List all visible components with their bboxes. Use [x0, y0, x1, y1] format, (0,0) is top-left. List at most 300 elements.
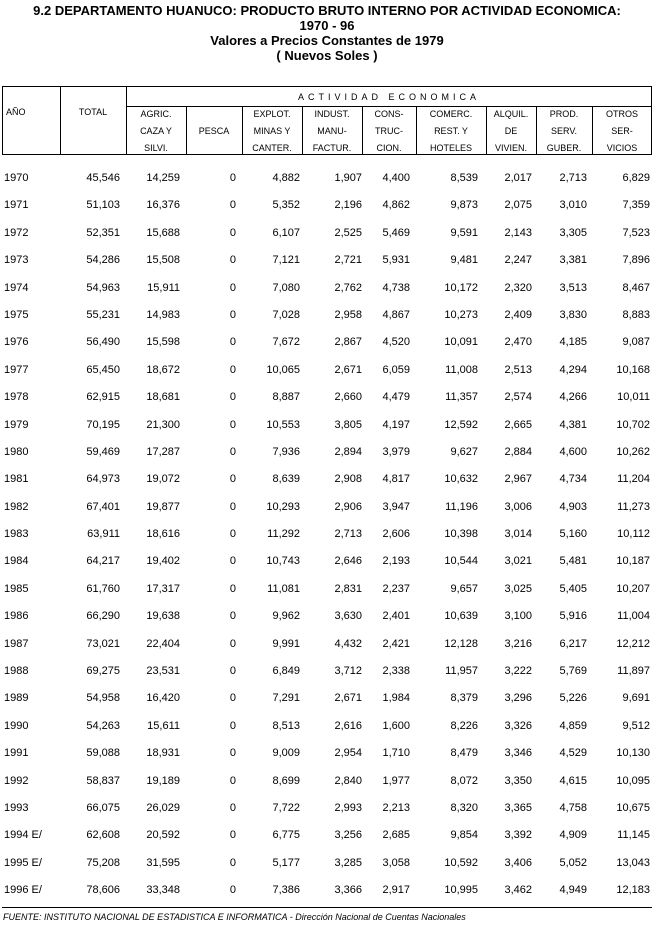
cell-pesca: 0 [229, 856, 236, 869]
cell-prod-serv: 4,529 [559, 747, 587, 760]
cell-indust: 2,660 [334, 391, 362, 404]
cell-explot: 7,028 [272, 308, 300, 321]
cell-alquil: 2,075 [504, 199, 532, 212]
table-row [2, 336, 652, 363]
cell-year: 1990 [4, 719, 29, 732]
cell-explot: 8,639 [272, 473, 300, 486]
cell-year: 1988 [4, 665, 29, 678]
cell-agric: 18,616 [146, 528, 180, 541]
cell-indust: 2,671 [334, 692, 362, 705]
cell-explot: 11,292 [267, 528, 300, 541]
cell-alquil: 3,326 [504, 719, 532, 732]
cell-alquil: 3,100 [504, 610, 532, 623]
cell-year: 1983 [4, 528, 29, 541]
cell-comerc: 8,379 [450, 692, 478, 705]
cell-pesca: 0 [229, 445, 236, 458]
cell-alquil: 2,247 [504, 254, 532, 267]
cell-comerc: 8,539 [450, 172, 478, 184]
cell-indust: 2,525 [334, 226, 362, 239]
cell-alquil: 3,006 [504, 500, 532, 513]
cell-agric: 14,259 [146, 172, 180, 184]
cell-comerc: 8,226 [450, 719, 478, 732]
cell-construccion: 4,479 [382, 391, 410, 404]
cell-total: 64,217 [86, 555, 120, 568]
cell-prod-serv: 3,830 [559, 308, 587, 321]
cell-agric: 23,531 [146, 665, 180, 678]
cell-indust: 2,993 [334, 801, 362, 814]
cell-year: 1975 [4, 308, 29, 321]
cell-comerc: 10,172 [444, 281, 478, 294]
cell-explot: 8,513 [272, 719, 300, 732]
cell-alquil: 2,320 [504, 281, 532, 294]
cell-agric: 31,595 [146, 856, 180, 869]
cell-agric: 18,931 [146, 747, 180, 760]
cell-otros-servicios: 10,011 [617, 391, 650, 404]
header-divider [2, 86, 3, 154]
cell-alquil: 3,216 [504, 637, 532, 650]
header-line: SERV. [550, 126, 578, 136]
cell-pesca: 0 [229, 582, 236, 595]
cell-otros-servicios: 8,467 [622, 281, 650, 294]
cell-alquil: 2,967 [504, 473, 532, 486]
cell-prod-serv: 5,769 [559, 665, 587, 678]
cell-indust: 3,805 [334, 418, 362, 431]
cell-alquil: 3,025 [504, 582, 532, 595]
cell-alquil: 3,462 [504, 884, 532, 897]
cell-pesca: 0 [229, 719, 236, 732]
table-row [2, 720, 652, 747]
cell-comerc: 8,320 [450, 801, 478, 814]
cell-comerc: 11,357 [445, 391, 478, 404]
cell-prod-serv: 4,903 [559, 500, 587, 513]
cell-agric: 26,029 [146, 801, 180, 814]
cell-indust: 2,867 [334, 336, 362, 349]
cell-explot: 6,775 [272, 829, 300, 842]
cell-explot: 6,849 [272, 665, 300, 678]
cell-pesca: 0 [229, 665, 236, 678]
cell-year: 1989 [4, 692, 29, 705]
cell-comerc: 10,398 [444, 528, 478, 541]
cell-otros-servicios: 12,183 [616, 884, 650, 897]
cell-construccion: 2,685 [382, 829, 410, 842]
cell-agric: 17,317 [146, 582, 180, 595]
cell-prod-serv: 4,615 [559, 774, 587, 787]
cell-pesca: 0 [229, 391, 236, 404]
cell-otros-servicios: 13,043 [616, 856, 650, 869]
cell-construccion: 5,469 [382, 226, 410, 239]
cell-comerc: 10,639 [444, 610, 478, 623]
cell-agric: 15,508 [146, 254, 180, 267]
cell-year: 1984 [4, 555, 29, 568]
header-line: GUBER. [546, 143, 582, 153]
cell-prod-serv: 5,052 [559, 856, 587, 869]
table-row [2, 254, 652, 281]
cell-explot: 7,080 [272, 281, 300, 294]
cell-pesca: 0 [229, 336, 236, 349]
cell-agric: 19,638 [146, 610, 180, 623]
cell-explot: 5,177 [272, 856, 300, 869]
title-line-2: 1970 - 96 [299, 18, 355, 33]
cell-comerc: 10,544 [444, 555, 478, 568]
cell-indust: 2,906 [334, 500, 362, 513]
cell-explot: 11,081 [267, 582, 300, 595]
cell-otros-servicios: 10,262 [616, 445, 650, 458]
cell-prod-serv: 5,481 [559, 555, 587, 568]
table-row [2, 364, 652, 391]
header-line: PROD. [549, 109, 579, 119]
header-line: SER- [611, 126, 633, 136]
cell-total: 55,231 [86, 308, 120, 321]
cell-comerc: 10,995 [444, 884, 478, 897]
table-row [2, 857, 652, 884]
cell-explot: 8,699 [272, 774, 300, 787]
cell-otros-servicios: 11,145 [617, 829, 650, 842]
cell-construccion: 2,237 [382, 582, 410, 595]
cell-year: 1981 [4, 473, 29, 486]
cell-explot: 5,352 [272, 199, 300, 212]
cell-pesca: 0 [229, 308, 236, 321]
table-row [2, 419, 652, 446]
cell-explot: 6,107 [272, 226, 300, 239]
cell-construccion: 4,862 [382, 199, 410, 212]
cell-alquil: 2,884 [504, 445, 532, 458]
header-line: CION. [376, 143, 402, 153]
table-row [2, 501, 652, 528]
cell-construccion: 2,213 [382, 801, 410, 814]
cell-otros-servicios: 11,204 [617, 473, 650, 486]
cell-total: 66,075 [86, 801, 120, 814]
table-row [2, 583, 652, 610]
cell-alquil: 2,665 [504, 418, 532, 431]
cell-comerc: 9,657 [450, 582, 478, 595]
cell-total: 54,286 [86, 254, 120, 267]
cell-explot: 7,672 [272, 336, 300, 349]
cell-prod-serv: 4,600 [559, 445, 587, 458]
cell-pesca: 0 [229, 829, 236, 842]
cell-total: 75,208 [86, 856, 120, 869]
table-row [2, 528, 652, 555]
cell-total: 78,606 [86, 884, 120, 897]
header-line: TRUC- [375, 126, 403, 136]
cell-construccion: 2,917 [382, 884, 410, 897]
cell-comerc: 11,957 [445, 665, 478, 678]
cell-comerc: 11,196 [445, 500, 478, 513]
cell-prod-serv: 4,294 [559, 363, 587, 376]
cell-agric: 20,592 [146, 829, 180, 842]
cell-agric: 16,376 [146, 199, 180, 212]
cell-construccion: 4,817 [382, 473, 410, 486]
cell-otros-servicios: 10,130 [616, 747, 650, 760]
cell-year: 1987 [4, 637, 29, 650]
cell-explot: 7,722 [272, 801, 300, 814]
cell-prod-serv: 3,381 [559, 254, 587, 267]
header-line: ALQUIL. [493, 109, 529, 119]
header-line: CANTER. [252, 143, 292, 153]
table-row [2, 446, 652, 473]
cell-explot: 8,887 [272, 391, 300, 404]
cell-comerc: 9,591 [450, 226, 478, 239]
cell-construccion: 1,600 [382, 719, 410, 732]
cell-total: 62,608 [86, 829, 120, 842]
cell-agric: 16,420 [146, 692, 180, 705]
cell-otros-servicios: 7,359 [622, 199, 650, 212]
cell-total: 61,760 [86, 582, 120, 595]
cell-construccion: 4,197 [382, 418, 410, 431]
cell-year: 1977 [4, 363, 29, 376]
cell-year: 1993 [4, 801, 29, 814]
cell-year: 1974 [4, 281, 29, 294]
header-line: MINAS Y [253, 126, 291, 136]
header-line: PESCA [198, 126, 230, 136]
table-row [2, 309, 652, 336]
cell-prod-serv: 3,305 [559, 226, 587, 239]
cell-construccion: 3,947 [382, 500, 410, 513]
cell-year: 1971 [4, 199, 29, 212]
table-row [2, 172, 652, 199]
title-line-3: Valores a Precios Constantes de 1979 [210, 33, 444, 48]
cell-alquil: 3,014 [504, 528, 532, 541]
cell-alquil: 3,296 [504, 692, 532, 705]
cell-otros-servicios: 11,273 [617, 500, 650, 513]
cell-comerc: 11,008 [445, 363, 478, 376]
cell-prod-serv: 4,758 [559, 801, 587, 814]
title-line-1: 9.2 DEPARTAMENTO HUANUCO: PRODUCTO BRUTO INTERNO POR ACTIVIDAD ECONOMICA: [33, 3, 621, 18]
cell-year: 1996 E/ [4, 884, 42, 897]
cell-otros-servicios: 7,523 [622, 226, 650, 239]
cell-indust: 2,894 [334, 445, 362, 458]
cell-agric: 33,348 [146, 884, 180, 897]
cell-alquil: 3,406 [504, 856, 532, 869]
header-total: TOTAL [78, 107, 108, 117]
cell-agric: 19,402 [146, 555, 180, 568]
cell-indust: 2,721 [334, 254, 362, 267]
cell-explot: 7,936 [272, 445, 300, 458]
cell-alquil: 3,350 [504, 774, 532, 787]
cell-total: 59,088 [86, 747, 120, 760]
cell-explot: 10,743 [266, 555, 300, 568]
cell-construccion: 2,606 [382, 528, 410, 541]
cell-total: 51,103 [86, 199, 120, 212]
header-line: CONS- [374, 109, 404, 119]
cell-agric: 15,688 [146, 226, 180, 239]
cell-explot: 9,009 [272, 747, 300, 760]
cell-year: 1973 [4, 254, 29, 267]
cell-alquil: 2,017 [504, 172, 532, 184]
cell-total: 59,469 [86, 445, 120, 458]
header-line: SILVI. [144, 143, 168, 153]
cell-year: 1982 [4, 500, 29, 513]
cell-agric: 19,877 [146, 500, 180, 513]
table-row [2, 884, 652, 911]
cell-indust: 2,196 [334, 199, 362, 212]
cell-agric: 18,681 [146, 391, 180, 404]
cell-pesca: 0 [229, 801, 236, 814]
cell-indust: 2,958 [334, 308, 362, 321]
cell-total: 70,195 [86, 418, 120, 431]
cell-pesca: 0 [229, 747, 236, 760]
cell-total: 66,290 [86, 610, 120, 623]
cell-pesca: 0 [229, 172, 236, 184]
table-row [2, 638, 652, 665]
cell-pesca: 0 [229, 226, 236, 239]
cell-pesca: 0 [229, 884, 236, 897]
table-row [2, 802, 652, 829]
cell-otros-servicios: 11,897 [617, 665, 650, 678]
header-group-actividad: ACTIVIDAD ECONOMICA [297, 92, 480, 102]
header-divider [60, 86, 61, 154]
cell-total: 54,263 [86, 719, 120, 732]
cell-explot: 10,293 [266, 500, 300, 513]
cell-otros-servicios: 10,112 [617, 528, 650, 541]
cell-otros-servicios: 6,829 [622, 172, 650, 184]
cell-total: 52,351 [86, 226, 120, 239]
header-year: AÑO [6, 107, 26, 117]
cell-construccion: 6,059 [382, 363, 410, 376]
cell-pesca: 0 [229, 199, 236, 212]
cell-comerc: 10,091 [444, 336, 478, 349]
cell-construccion: 4,520 [382, 336, 410, 349]
header-agric [126, 106, 186, 157]
cell-explot: 7,121 [272, 254, 300, 267]
cell-total: 54,963 [86, 281, 120, 294]
cell-alquil: 3,392 [504, 829, 532, 842]
cell-total: 73,021 [86, 637, 120, 650]
header-explot [242, 106, 302, 157]
cell-total: 58,837 [86, 774, 120, 787]
table-row [2, 227, 652, 254]
table-row [2, 473, 652, 500]
cell-pesca: 0 [229, 363, 236, 376]
cell-comerc: 8,479 [450, 747, 478, 760]
cell-construccion: 2,338 [382, 665, 410, 678]
cell-total: 45,546 [86, 172, 120, 184]
cell-pesca: 0 [229, 610, 236, 623]
cell-explot: 9,991 [272, 637, 300, 650]
source-footer: FUENTE: INSTITUTO NACIONAL DE ESTADISTICA E INFORMATICA - Dirección Nacional de Cuentas Nacionales [3, 912, 466, 922]
header-line: FACTUR. [312, 143, 352, 153]
table-row [2, 282, 652, 309]
cell-total: 56,490 [86, 336, 120, 349]
cell-year: 1994 E/ [4, 829, 42, 842]
cell-pesca: 0 [229, 281, 236, 294]
cell-year: 1979 [4, 418, 29, 431]
cell-prod-serv: 4,381 [559, 418, 587, 431]
cell-otros-servicios: 12,212 [616, 637, 650, 650]
header-comerc [416, 106, 486, 157]
cell-prod-serv: 5,916 [559, 610, 587, 623]
cell-total: 54,958 [86, 692, 120, 705]
cell-indust: 1,907 [334, 172, 362, 184]
cell-year: 1992 [4, 774, 29, 787]
cell-prod-serv: 5,405 [559, 582, 587, 595]
cell-year: 1972 [4, 226, 29, 239]
cell-construccion: 4,400 [382, 172, 410, 184]
header-prod-serv [536, 106, 592, 157]
cell-otros-servicios: 9,691 [622, 692, 650, 705]
cell-comerc: 10,592 [444, 856, 478, 869]
cell-prod-serv: 5,160 [559, 528, 587, 541]
cell-indust: 2,616 [334, 719, 362, 732]
cell-indust: 2,671 [334, 363, 362, 376]
cell-otros-servicios: 9,087 [622, 336, 650, 349]
cell-year: 1980 [4, 445, 29, 458]
header-line: VIVIEN. [494, 143, 527, 153]
cell-explot: 9,962 [272, 610, 300, 623]
cell-agric: 15,911 [147, 281, 180, 294]
header-line: DE [504, 126, 518, 136]
cell-comerc: 9,873 [450, 199, 478, 212]
cell-total: 65,450 [86, 363, 120, 376]
cell-pesca: 0 [229, 555, 236, 568]
cell-comerc: 9,854 [450, 829, 478, 842]
cell-alquil: 2,513 [504, 363, 532, 376]
cell-alquil: 3,222 [504, 665, 532, 678]
cell-construccion: 2,421 [382, 637, 410, 650]
cell-otros-servicios: 8,883 [622, 308, 650, 321]
cell-indust: 3,712 [334, 665, 362, 678]
table-body [2, 172, 652, 912]
cell-construccion: 4,867 [382, 308, 410, 321]
table-row [2, 665, 652, 692]
cell-pesca: 0 [229, 418, 236, 431]
cell-prod-serv: 4,949 [559, 884, 587, 897]
cell-construccion: 2,401 [382, 610, 410, 623]
cell-alquil: 2,574 [504, 391, 532, 404]
cell-prod-serv: 3,010 [559, 199, 587, 212]
cell-total: 63,911 [87, 528, 120, 541]
cell-explot: 10,553 [266, 418, 300, 431]
header-otros-servicios [592, 106, 652, 157]
header-line: AGRIC. [140, 109, 172, 119]
header-line: VICIOS [606, 143, 638, 153]
header-indust [302, 106, 362, 157]
cell-year: 1970 [4, 172, 29, 184]
cell-alquil: 3,365 [504, 801, 532, 814]
cell-agric: 19,189 [146, 774, 180, 787]
cell-otros-servicios: 10,675 [616, 801, 650, 814]
cell-prod-serv: 4,909 [559, 829, 587, 842]
cell-alquil: 2,409 [504, 308, 532, 321]
cell-year: 1986 [4, 610, 29, 623]
cell-explot: 4,882 [272, 172, 300, 184]
cell-otros-servicios: 10,168 [616, 363, 650, 376]
cell-indust: 3,285 [334, 856, 362, 869]
cell-comerc: 8,072 [450, 774, 478, 787]
table-row [2, 391, 652, 418]
cell-total: 64,973 [86, 473, 120, 486]
cell-otros-servicios: 10,207 [616, 582, 650, 595]
cell-year: 1978 [4, 391, 29, 404]
table-row [2, 775, 652, 802]
cell-indust: 2,831 [334, 582, 362, 595]
cell-pesca: 0 [229, 254, 236, 267]
table-row [2, 747, 652, 774]
cell-agric: 21,300 [146, 418, 180, 431]
cell-comerc: 12,592 [444, 418, 478, 431]
table-row [2, 555, 652, 582]
cell-explot: 10,065 [266, 363, 300, 376]
header-construccion [362, 106, 416, 157]
cell-prod-serv: 4,734 [559, 473, 587, 486]
cell-pesca: 0 [229, 473, 236, 486]
header-line: MANU- [317, 126, 347, 136]
cell-indust: 2,908 [334, 473, 362, 486]
header-alquil [486, 106, 536, 157]
cell-agric: 19,072 [146, 473, 180, 486]
cell-construccion: 3,979 [382, 445, 410, 458]
cell-prod-serv: 3,513 [559, 281, 587, 294]
cell-prod-serv: 4,859 [559, 719, 587, 732]
